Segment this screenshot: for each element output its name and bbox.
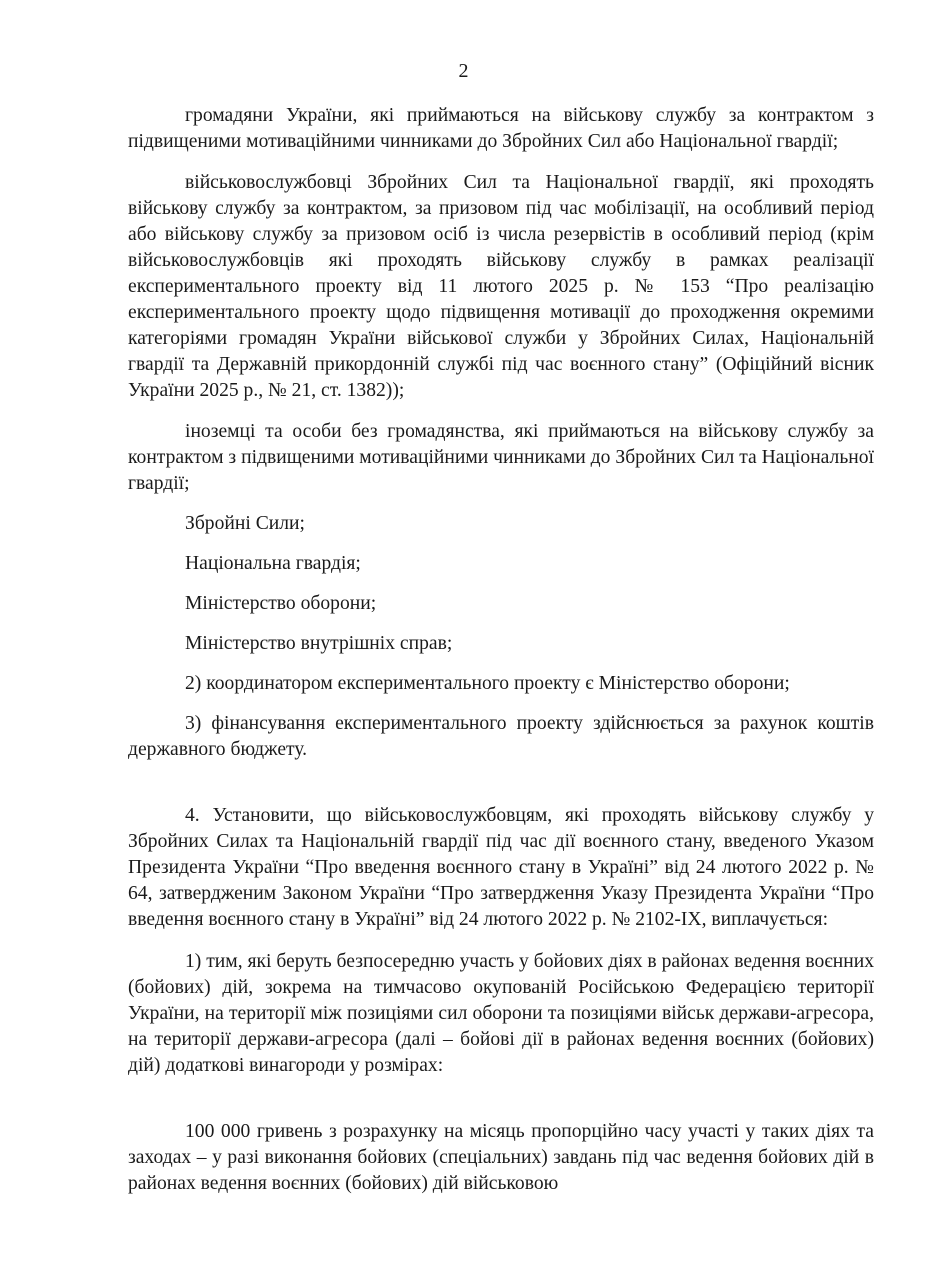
- list-item-ministry-of-internal-affairs: Міністерство внутрішніх справ;: [185, 633, 453, 654]
- list-item-ministry-of-defence: Міністерство оборони;: [185, 593, 377, 614]
- paragraph-financing: 3) фінансування експериментального проекту здійснюється за рахунок коштів державного бюджету.: [128, 713, 874, 760]
- paragraph-foreigners: іноземці та особи без громадянства, які приймаються на військову службу за контрактом з підвищеними мотиваційними чинниками до Збройних Сил та Національної гвардії;: [128, 421, 874, 494]
- document-body: [128, 103, 874, 1197]
- page-number: 2: [458, 60, 469, 82]
- paragraph-section-4: 4. Установити, що військовослужбовцям, які проходять військову службу у Збройних Силах та Національній гвардії під час дії воєнного стану, введеного Указом Президента України “Про введення воєнного стану в Україні” від 24 лютого 2022 р. № 64, затвердженим Законом України “Про затвердження Указу Президента України “Про введення воєнного стану в Україні” від 24 лютого 2022 р. № 2102-IX, виплачується:: [128, 805, 874, 930]
- paragraph-combat-participants: 1) тим, які беруть безпосередню участь у бойових діях в районах ведення воєнних (бойових) дій, зокрема на тимчасово окупованій Російською Федерацією території України, на території між позиціями сил оборони та позиціями військ держави-агресора, на території держави-агресора (далі – бойові дії в районах ведення воєнних (бойових) дій) додаткові винагороди у розмірах:: [128, 951, 874, 1076]
- paragraph-servicemembers: військовослужбовці Збройних Сил та Національної гвардії, які проходять військову службу за контрактом, за призовом під час мобілізації, на особливий період або військову службу за призовом осіб із числа резервістів в особливий період (крім військовослужбовців які проходять військову службу в рамках реалізації експериментального проекту від 11 лютого 2025 р. № 153 “Про реалізацію експериментального проекту щодо підвищення мотивації до проходження окремими категоріями громадян України військової служби у Збройних Силах, Національній гвардії та Державній прикордонній службі під час воєнного стану” (Офіційний вісник України 2025 р., № 21, ст. 1382));: [128, 172, 874, 401]
- paragraph-reward-amount: 100 000 гривень з розрахунку на місяць пропорційно часу участі у таких діях та заходах – у разі виконання бойових (спеціальних) завдань під час ведення бойових дій в районах ведення воєнних (бойових) дій військовою: [128, 1121, 874, 1194]
- list-item-armed-forces: Збройні Сили;: [185, 513, 305, 534]
- paragraph-coordinator: 2) координатором експериментального проекту є Міністерство оборони;: [185, 673, 790, 694]
- paragraph-citizens-contract: громадяни України, які приймаються на військову службу за контрактом з підвищеними мотиваційними чинниками до Збройних Сил або Національної гвардії;: [128, 105, 874, 152]
- list-item-national-guard: Національна гвардія;: [185, 553, 361, 574]
